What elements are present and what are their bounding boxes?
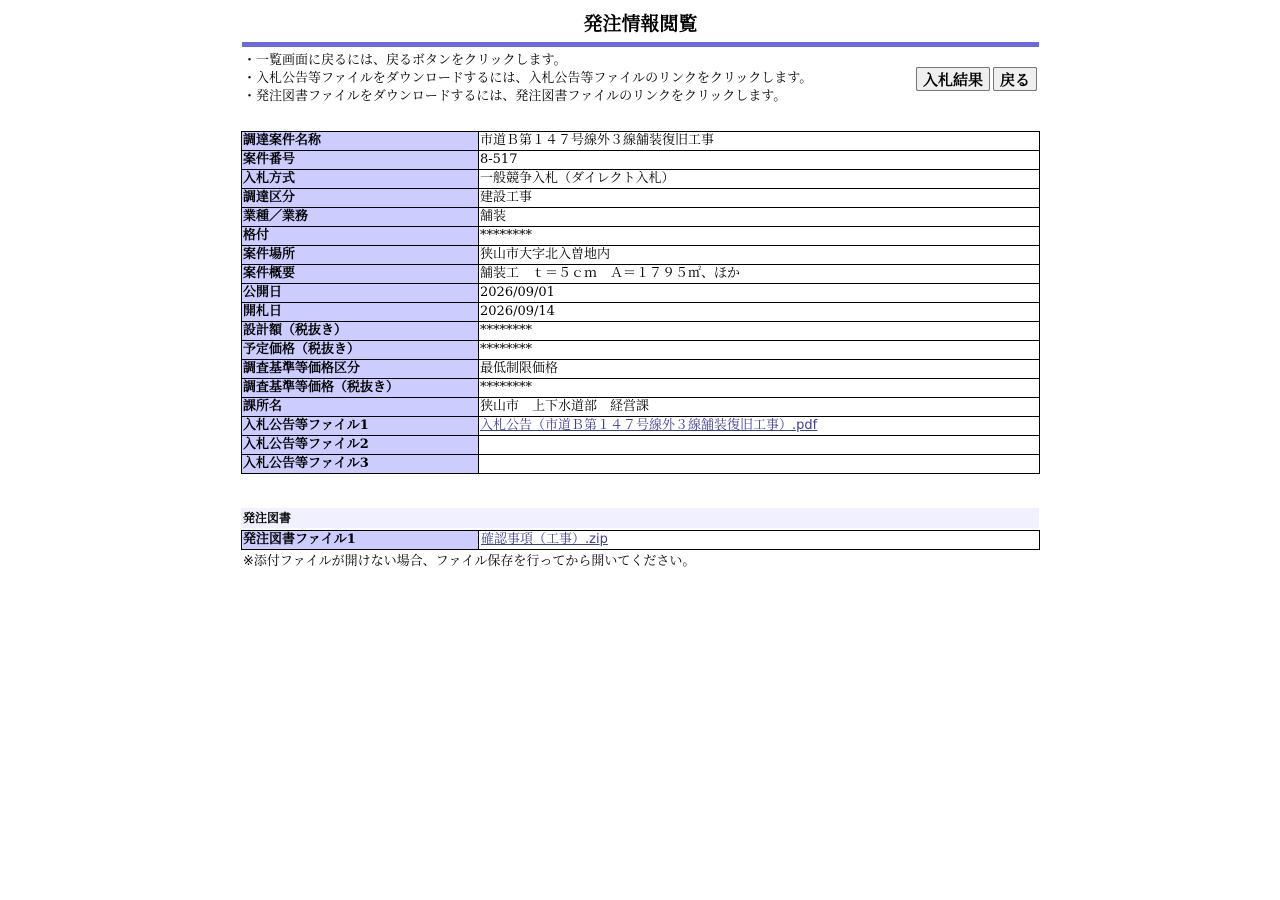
instruction-back: ・一覧画面に戻るには、戻るボタンをクリックします。 — [243, 53, 567, 68]
department-label: 課所名 — [242, 398, 479, 417]
table-row — [242, 417, 1040, 436]
table-row — [242, 360, 1040, 379]
notice-file1-label: 入札公告等ファイル1 — [242, 417, 479, 436]
rating-label: 格付 — [242, 227, 479, 246]
survey-price-label: 調査基準等価格（税抜き） — [242, 379, 479, 398]
procurement-name-value: 市道Ｂ第１４７号線外３線舗装復旧工事 — [479, 132, 1040, 151]
page-title: 発注情報閲覧 — [583, 13, 698, 35]
survey-price-value: ******** — [479, 379, 1040, 398]
publish-date-label: 公開日 — [242, 284, 479, 303]
location-value: 狭山市大字北入曽地内 — [479, 246, 1040, 265]
instruction-order-docs-download: ・発注図書ファイルをダウンロードするには、発注図書ファイルのリンクをクリックします。 — [243, 89, 787, 104]
table-row — [242, 531, 1040, 550]
table-row — [242, 227, 1040, 246]
notice-file2-label: 入札公告等ファイル2 — [242, 436, 479, 455]
design-amount-label: 設計額（税抜き） — [242, 322, 479, 341]
instructions-area — [241, 52, 1040, 118]
planned-price-label: 予定価格（税抜き） — [242, 341, 479, 360]
action-buttons — [916, 67, 1037, 91]
notice-file2-value — [479, 436, 1040, 455]
order-doc-file1-link[interactable]: 確認事項（工事）.zip — [481, 532, 608, 547]
planned-price-value: ******** — [479, 341, 1040, 360]
table-row — [242, 341, 1040, 360]
table-row — [242, 322, 1040, 341]
survey-category-label: 調査基準等価格区分 — [242, 360, 479, 379]
order-doc-file1-label: 発注図書ファイル1 — [242, 531, 479, 550]
order-docs-section-title: 発注図書 — [241, 508, 1039, 528]
business-type-value: 舗装 — [479, 208, 1040, 227]
case-number-value: 8-517 — [479, 151, 1040, 170]
table-row — [242, 246, 1040, 265]
table-row — [242, 303, 1040, 322]
category-label: 調達区分 — [242, 189, 479, 208]
opening-date-value: 2026/09/14 — [479, 303, 1040, 322]
page-container — [241, 0, 1040, 571]
notice-file1-link[interactable]: 入札公告（市道Ｂ第１４７号線外３線舗装復旧工事）.pdf — [480, 418, 818, 433]
bid-result-button[interactable]: 入札結果 — [916, 67, 990, 91]
department-value: 狭山市 上下水道部 経営課 — [479, 398, 1040, 417]
notice-file3-value — [479, 455, 1040, 474]
survey-category-value: 最低制限価格 — [479, 360, 1040, 379]
procurement-name-label: 調達案件名称 — [242, 132, 479, 151]
bid-method-label: 入札方式 — [242, 170, 479, 189]
bid-method-value: 一般競争入札（ダイレクト入札） — [479, 170, 1040, 189]
instructions-list — [243, 52, 812, 106]
table-row — [242, 436, 1040, 455]
title-divider — [242, 42, 1039, 47]
design-amount-value: ******** — [479, 322, 1040, 341]
table-row — [242, 189, 1040, 208]
order-docs-table — [241, 530, 1040, 550]
location-label: 案件場所 — [242, 246, 479, 265]
opening-date-label: 開札日 — [242, 303, 479, 322]
table-row — [242, 284, 1040, 303]
publish-date-value: 2026/09/01 — [479, 284, 1040, 303]
table-row — [242, 151, 1040, 170]
table-row — [242, 379, 1040, 398]
category-value: 建設工事 — [479, 189, 1040, 208]
table-row — [242, 132, 1040, 151]
summary-label: 案件概要 — [242, 265, 479, 284]
table-row — [242, 265, 1040, 284]
business-type-label: 業種／業務 — [242, 208, 479, 227]
instruction-notice-download: ・入札公告等ファイルをダウンロードするには、入札公告等ファイルのリンクをクリックします。 — [243, 71, 813, 86]
back-button[interactable]: 戻る — [993, 67, 1037, 91]
attachment-note: ※添付ファイルが開けない場合、ファイル保存を行ってから開いてください。 — [243, 554, 696, 569]
procurement-detail-table — [241, 131, 1040, 474]
table-row — [242, 170, 1040, 189]
table-row — [242, 398, 1040, 417]
table-row — [242, 208, 1040, 227]
case-number-label: 案件番号 — [242, 151, 479, 170]
notice-file3-label: 入札公告等ファイル3 — [242, 455, 479, 474]
table-row — [242, 455, 1040, 474]
rating-value: ******** — [479, 227, 1040, 246]
summary-value: 舗装工 ｔ＝５ｃｍ Ａ＝１７９５㎡、ほか — [479, 265, 1040, 284]
order-doc-file1-cell — [479, 531, 1040, 550]
notice-file1-cell — [479, 417, 1040, 436]
